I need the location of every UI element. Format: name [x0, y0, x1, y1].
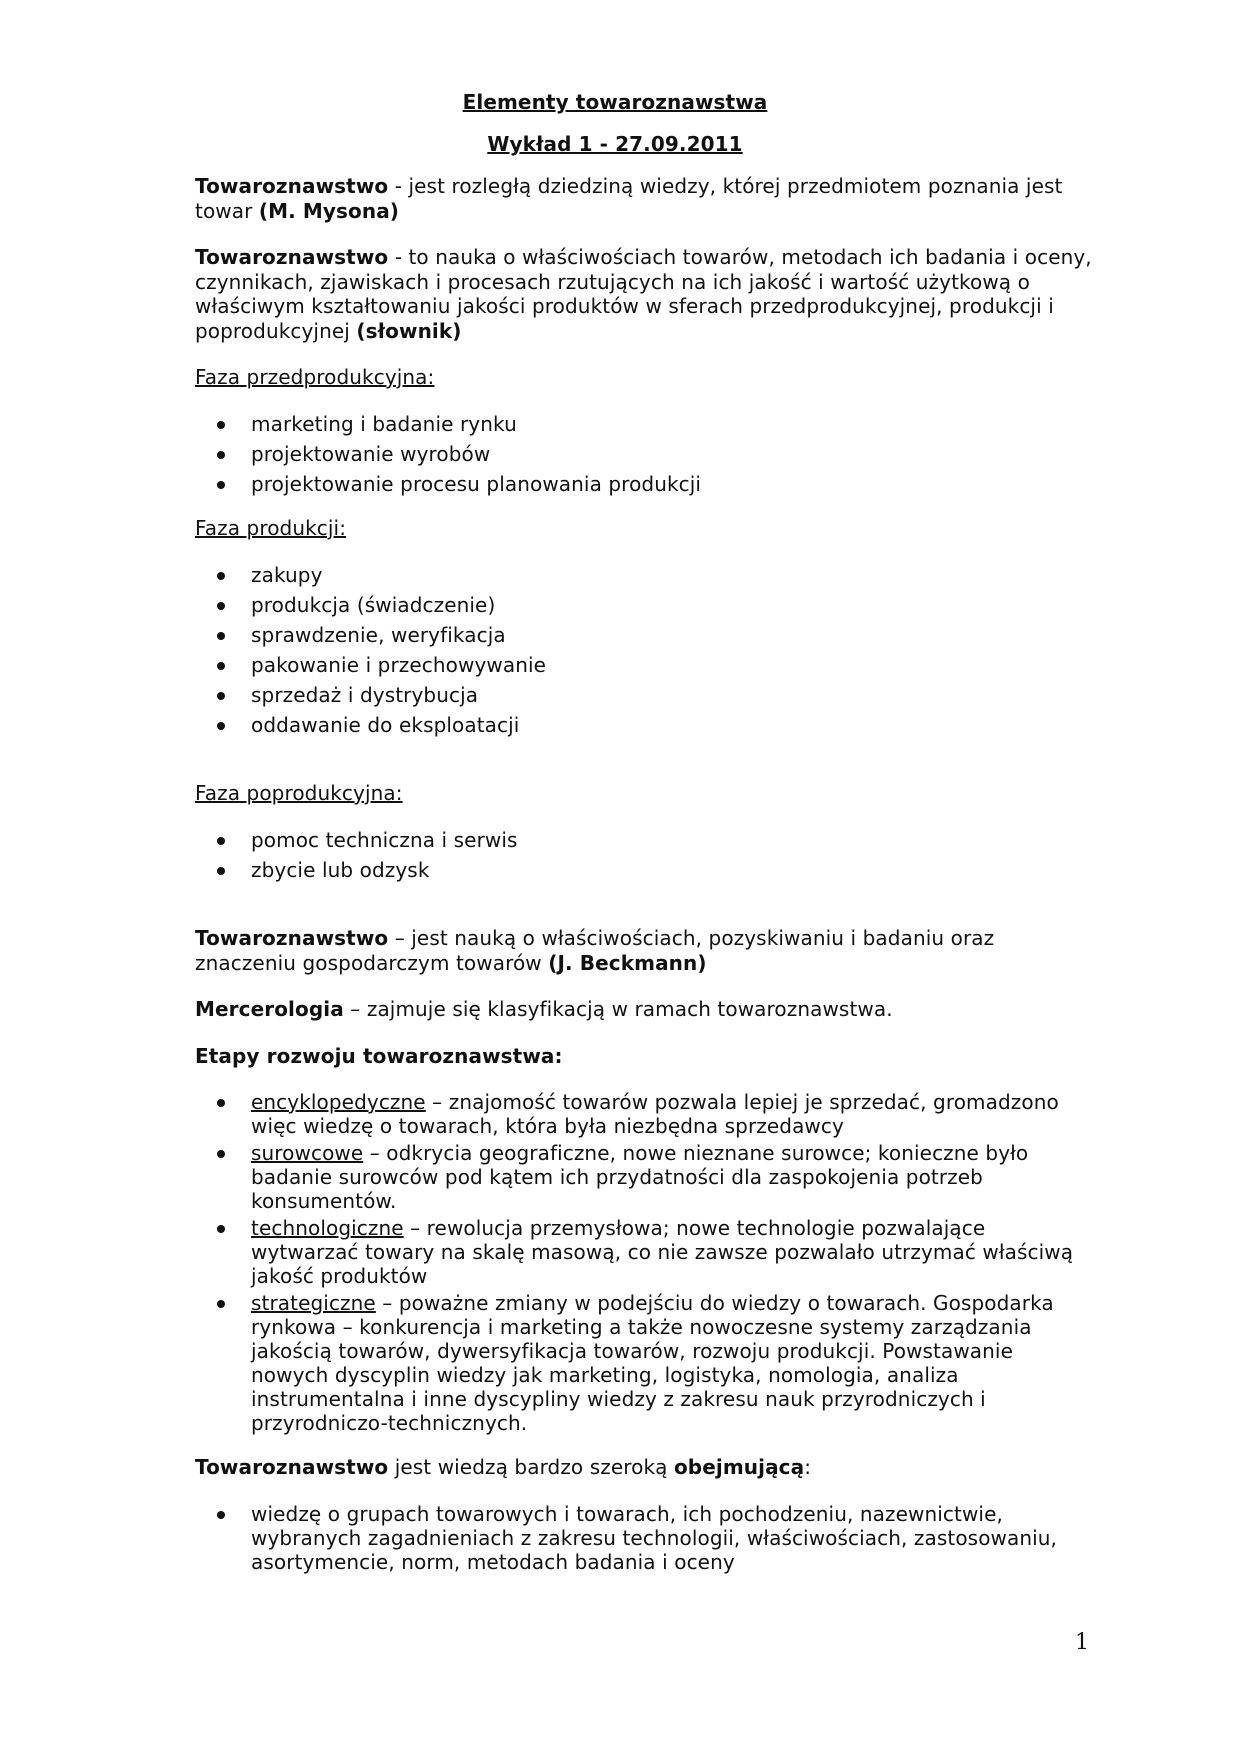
- stages-heading: [195, 1044, 1095, 1069]
- stage-text: – poważne zmiany w podejściu do wiedzy o towarach. Gospodarka rynkowa – konkurencja i marketing a także nowoczesne systemy zarządzania jakością towarów, dywersyfikacja towarów, rozwoju produkcji. Powstawanie nowych dyscyplin wiedzy jak marketing, logistyka, nomologia, analiza instrumentalna i inne dyscypliny wiedzy z zakresu nauk przyrodniczych i przyrodniczo-technicznych.: [251, 1291, 1054, 1435]
- list-item: [195, 563, 1095, 588]
- list-item: [195, 828, 1095, 853]
- term: Mercerologia: [195, 997, 344, 1021]
- spacer: [195, 757, 1095, 781]
- lecture-subtitle: Wykład 1 - 27.09.2011: [487, 132, 743, 156]
- list-item-text: pakowanie i przechowywanie: [251, 652, 547, 677]
- term: Towaroznawstwo: [195, 926, 389, 950]
- list-item-text: marketing i badanie rynku: [251, 411, 517, 436]
- bullet-icon: [217, 837, 225, 845]
- phase-preproduction-heading: Faza przedprodukcyjna:: [195, 365, 435, 389]
- list-item: [195, 412, 1095, 437]
- list-item: [195, 1216, 1095, 1288]
- stage-text: – rewolucja przemysłowa; nowe technologie pozwalające wytwarzać towary na skalę masową, co nie zawsze pozwalało utrzymać właściwą jakość produktów: [251, 1216, 1074, 1288]
- bullet-icon: [217, 1099, 225, 1107]
- term: Towaroznawstwo: [195, 1455, 389, 1479]
- list-item: [195, 442, 1095, 467]
- spacer: [195, 902, 1095, 926]
- list-item: [195, 1291, 1095, 1435]
- bullet-icon: [217, 1300, 225, 1308]
- phase-postproduction-list: [195, 828, 1095, 883]
- document-title: Elementy towaroznawstwa: [462, 90, 768, 114]
- term: Towaroznawstwo: [195, 174, 389, 198]
- list-item-text: sprawdzenie, weryfikacja: [251, 622, 506, 647]
- bullet-icon: [217, 1225, 225, 1233]
- list-item-text: pomoc techniczna i serwis: [251, 827, 518, 852]
- page-number: 1: [1075, 1630, 1089, 1655]
- list-item-text: sprzedaż i dystrybucja: [251, 682, 479, 707]
- list-item-text: projektowanie wyrobów: [251, 441, 491, 466]
- bullet-icon: [217, 1150, 225, 1158]
- list-item: [195, 858, 1095, 883]
- bullet-icon: [217, 632, 225, 640]
- stage-text: – znajomość towarów pozwala lepiej je sprzedać, gromadzono więc wiedzę o towarach, która była niezbędna sprzedawcy: [251, 1090, 1059, 1138]
- bullet-icon: [217, 1511, 225, 1519]
- definition-slownik: [195, 245, 1095, 343]
- phase-preproduction-list: [195, 412, 1095, 497]
- stage-text: – odkrycia geograficzne, nowe nieznane surowce; konieczne było badanie surowców pod kątem ich przydatności dla zaspokojenia potrzeb konsumentów.: [251, 1141, 1029, 1213]
- bullet-icon: [217, 572, 225, 580]
- stages-heading-text: Etapy rozwoju towaroznawstwa:: [195, 1043, 563, 1068]
- list-item: [195, 1141, 1095, 1213]
- scope-list: [195, 1502, 1095, 1574]
- scope-paragraph: [195, 1455, 1095, 1480]
- bullet-icon: [217, 722, 225, 730]
- bullet-icon: [217, 451, 225, 459]
- bullet-icon: [217, 867, 225, 875]
- scope-colon: :: [804, 1455, 812, 1479]
- bullet-icon: [217, 602, 225, 610]
- source: (słownik): [356, 318, 462, 343]
- list-item: [195, 653, 1095, 678]
- definition-text: – jest nauką o właściwościach, pozyskiwaniu i badaniu oraz znaczeniu gospodarczym towarów: [195, 926, 995, 975]
- phase-production-list: [195, 563, 1095, 738]
- list-item: [195, 623, 1095, 648]
- list-item: [195, 713, 1095, 738]
- list-item: [195, 1502, 1095, 1574]
- list-item: [195, 593, 1095, 618]
- list-item-text: wiedzę o grupach towarowych i towarach, ich pochodzeniu, nazewnictwie, wybranych zagadnieniach z zakresu technologii, właściwościach, zastosowaniu, asortymencie, norm, metodach badania i oceny: [251, 1501, 1058, 1574]
- scope-bold: obejmującą: [673, 1455, 805, 1479]
- phase-production-heading: Faza produkcji:: [195, 516, 347, 540]
- source: (M. Mysona): [258, 198, 400, 223]
- definition-text: – zajmuje się klasyfikacją w ramach towaroznawstwa.: [343, 997, 893, 1021]
- definition-mercerologia: [195, 997, 1095, 1022]
- list-item-text: produkcja (świadczenie): [251, 592, 496, 617]
- list-item-text: zbycie lub odzysk: [251, 857, 430, 882]
- bullet-icon: [217, 662, 225, 670]
- bullet-icon: [217, 481, 225, 489]
- list-item-text: oddawanie do eksploatacji: [251, 712, 520, 737]
- stages-list: [195, 1090, 1095, 1435]
- definition-mysona: [195, 174, 1095, 223]
- definition-text: - jest rozległą dziedziną wiedzy, której przedmiotem poznania jest towar: [195, 174, 1063, 223]
- list-item: [195, 683, 1095, 708]
- term: Towaroznawstwo: [195, 245, 389, 269]
- list-item-text: zakupy: [251, 562, 323, 587]
- list-item-text: projektowanie procesu planowania produkcji: [251, 471, 702, 496]
- phase-postproduction-heading: Faza poprodukcyjna:: [195, 781, 403, 805]
- source: (J. Beckmann): [548, 950, 707, 975]
- bullet-icon: [217, 421, 225, 429]
- definition-text: - to nauka o właściwościach towarów, metodach ich badania i oceny, czynnikach, zjawiskach i procesach rzutujących na ich jakość i wartość użytkową o właściwym kształtowaniu jakości produktów w sferach przedprodukcyjnej, produkcji i poprodukcyjnej: [195, 245, 1092, 343]
- list-item: [195, 472, 1095, 497]
- stage-term: strategiczne: [251, 1291, 376, 1315]
- document-body: [195, 90, 1095, 1594]
- list-item: [195, 1090, 1095, 1138]
- definition-beckmann: [195, 926, 1095, 975]
- scope-text: jest wiedzą bardzo szeroką: [388, 1455, 674, 1479]
- stage-term: technologiczne: [251, 1216, 404, 1240]
- bullet-icon: [217, 692, 225, 700]
- stage-term: encyklopedyczne: [251, 1090, 426, 1114]
- stage-term: surowcowe: [251, 1141, 364, 1165]
